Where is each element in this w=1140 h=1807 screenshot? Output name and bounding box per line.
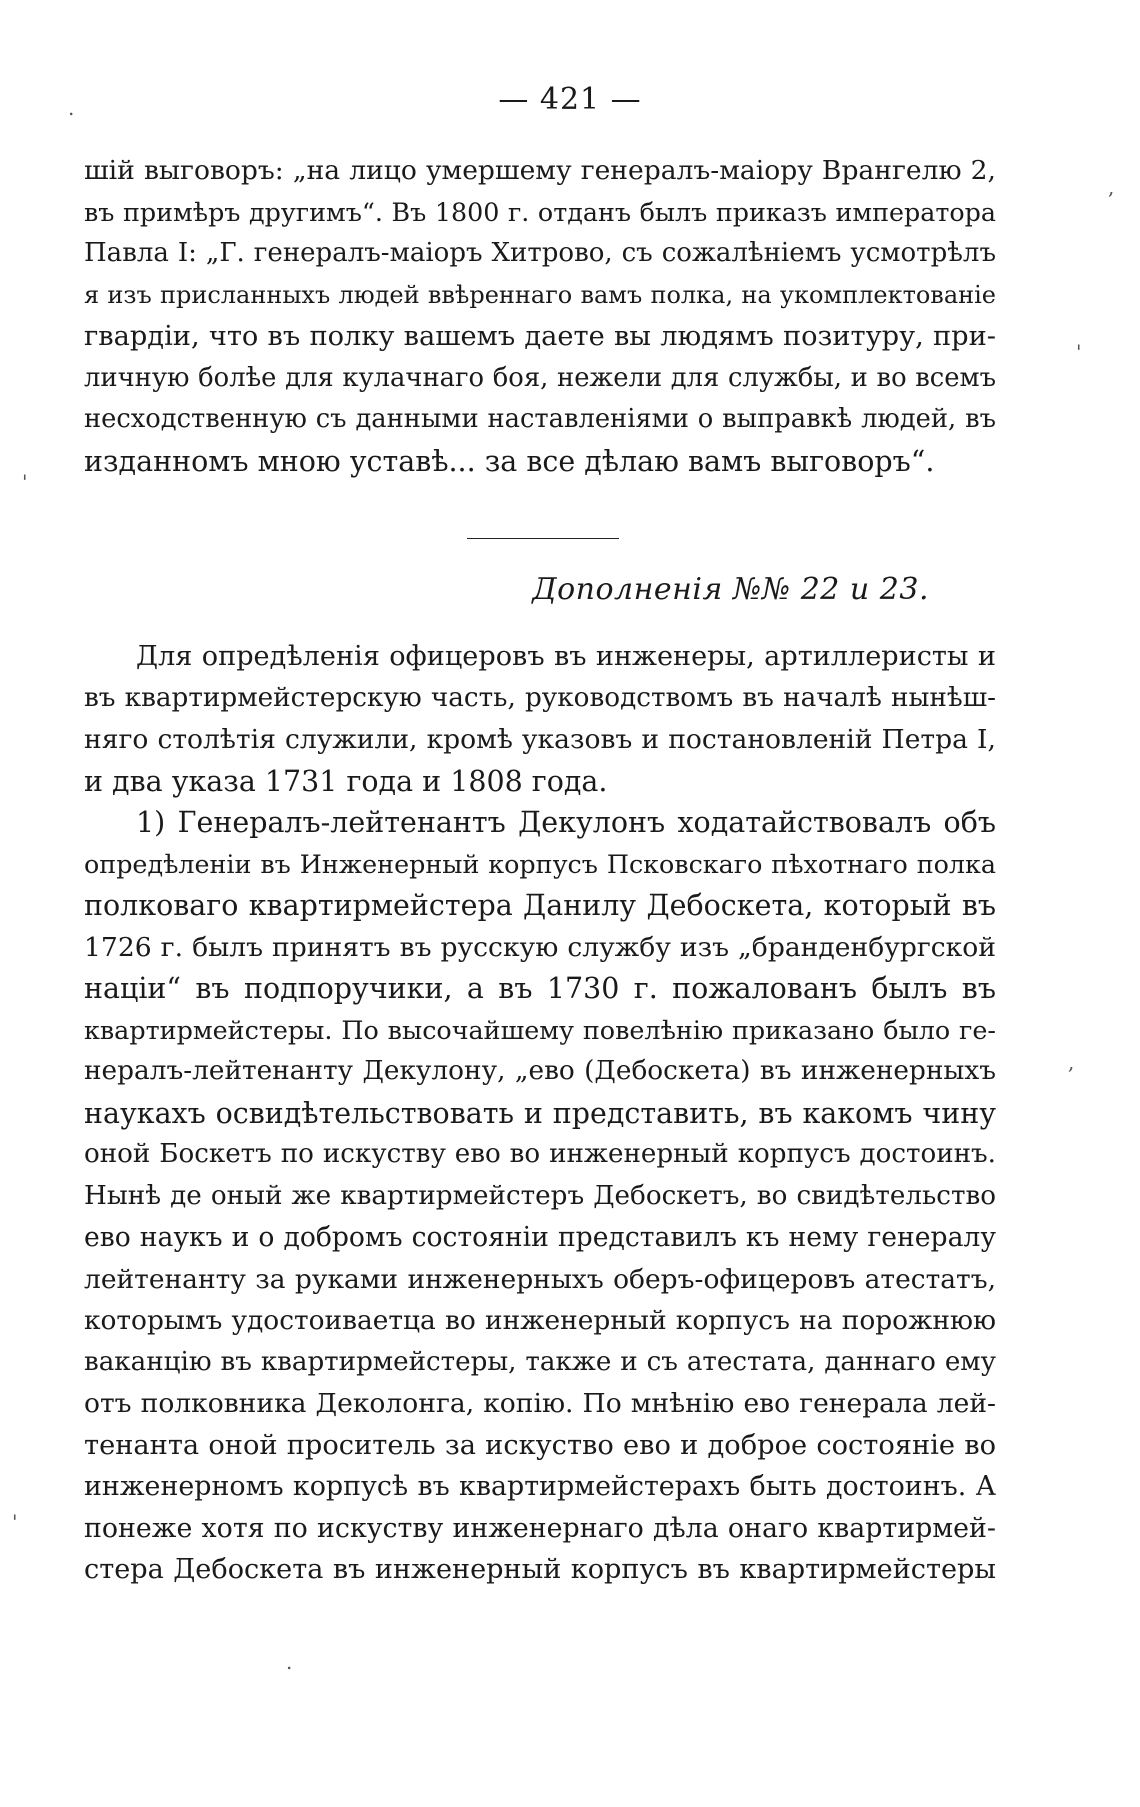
section-divider [467, 538, 619, 539]
text-line: 1726 г. былъ принятъ въ русскую службу изъ „бранденбургской [84, 931, 996, 963]
scan-speck: ' [12, 1510, 18, 1534]
scan-speck: . [68, 96, 75, 120]
text-line: стера Дебоскета въ инженерный корпусъ въ квартирмейстеры [84, 1554, 996, 1585]
text-line: 1) Генералъ-лейтенантъ Декулонъ ходатайствовалъ объ [136, 806, 996, 839]
text-line: лейтенанту за руками инженерныхъ оберъ-офицеровъ атестатъ, [84, 1263, 996, 1295]
text-line: и два указа 1731 года и 1808 года. [84, 764, 608, 798]
text-line: въ примѣръ другимъ“. Въ 1800 г. отданъ былъ приказъ императора [84, 196, 996, 227]
page-number: — 421 — [498, 82, 642, 117]
text-line: няго столѣтія служили, кромѣ указовъ и постановленій Петра I, [84, 724, 996, 755]
main-text [84, 636, 996, 1591]
text-line: Нынѣ де оный же квартирмейстеръ Дебоскетъ, во свидѣтельство [84, 1180, 996, 1211]
text-line: которымъ удостоиваетца во инженерный корпусъ на порожнюю [84, 1305, 996, 1336]
text-line: личную болѣе для кулачнаго боя, нежели для службы, и во всемъ [84, 362, 996, 393]
text-line: ево наукъ и о добромъ состояніи представилъ къ нему генералу [84, 1222, 996, 1253]
scan-speck: ' [22, 470, 28, 494]
text-line: гвардіи, что въ полку вашемъ даете вы людямъ позитуру, при- [84, 321, 996, 352]
text-line: націи“ въ подпоручики, а въ 1730 г. пожалованъ былъ въ [84, 972, 996, 1005]
text-line: ваканцію въ квартирмейстеры, также и съ атестата, даннаго ему [84, 1346, 996, 1377]
text-line: инженерномъ корпусѣ въ квартирмейстерахъ быть достоинъ. А [84, 1471, 996, 1502]
scan-speck: ' [1076, 340, 1082, 364]
scan-speck: , [1068, 1050, 1075, 1074]
top-paragraph [84, 150, 996, 482]
text-line: въ квартирмейстерскую часть, руководствомъ въ началѣ нынѣш- [84, 682, 996, 713]
text-line: опредѣленіи въ Инженерный корпусъ Псковскаго пѣхотнаго полка [84, 848, 996, 879]
text-line: Павла I: „Г. генералъ-маіоръ Хитрово, съ сожалѣніемъ усмотрѣлъ [84, 238, 996, 268]
scan-speck: , [1108, 175, 1115, 199]
text-line: понеже хотя по искуству инженернаго дѣла онаго квартирмей- [84, 1512, 996, 1544]
text-line: нералъ-лейтенанту Декулону, „ево (Дебоскета) въ инженерныхъ [84, 1056, 996, 1086]
text-line: наукахъ освидѣтельствовать и представить, въ какомъ чину [84, 1096, 996, 1130]
text-line: квартирмейстеры. По высочайшему повелѣнію приказано было ге- [84, 1014, 996, 1045]
text-line: оной Боскетъ по искуству ево во инженерный корпусъ достоинъ. [84, 1139, 996, 1169]
text-line: полковаго квартирмейстера Данилу Дебоскета, который въ [84, 889, 996, 922]
text-line: несходственную съ данными наставленіями о выправкѣ людей, въ [84, 404, 996, 434]
text-line: отъ полковника Деколонга, копію. По мнѣнію ево генерала лей- [84, 1388, 996, 1419]
section-heading: Дополненія №№ 22 и 23. [532, 572, 929, 607]
text-line: тенанта оной проситель за искуство ево и доброе состояніе во [84, 1429, 996, 1461]
text-line: я изъ присланныхъ людей ввѣреннаго вамъ полка, на укомплектованіе [84, 280, 996, 309]
text-line: Для опредѣленія офицеровъ въ инженеры, артиллеристы и [136, 641, 996, 672]
text-line: шій выговоръ: „на лицо умершему генералъ-маіору Врангелю 2, [84, 155, 996, 186]
text-line: изданномъ мною уставѣ... за все дѣлаю вамъ выговоръ“. [84, 444, 935, 478]
scan-speck: . [286, 1650, 293, 1674]
